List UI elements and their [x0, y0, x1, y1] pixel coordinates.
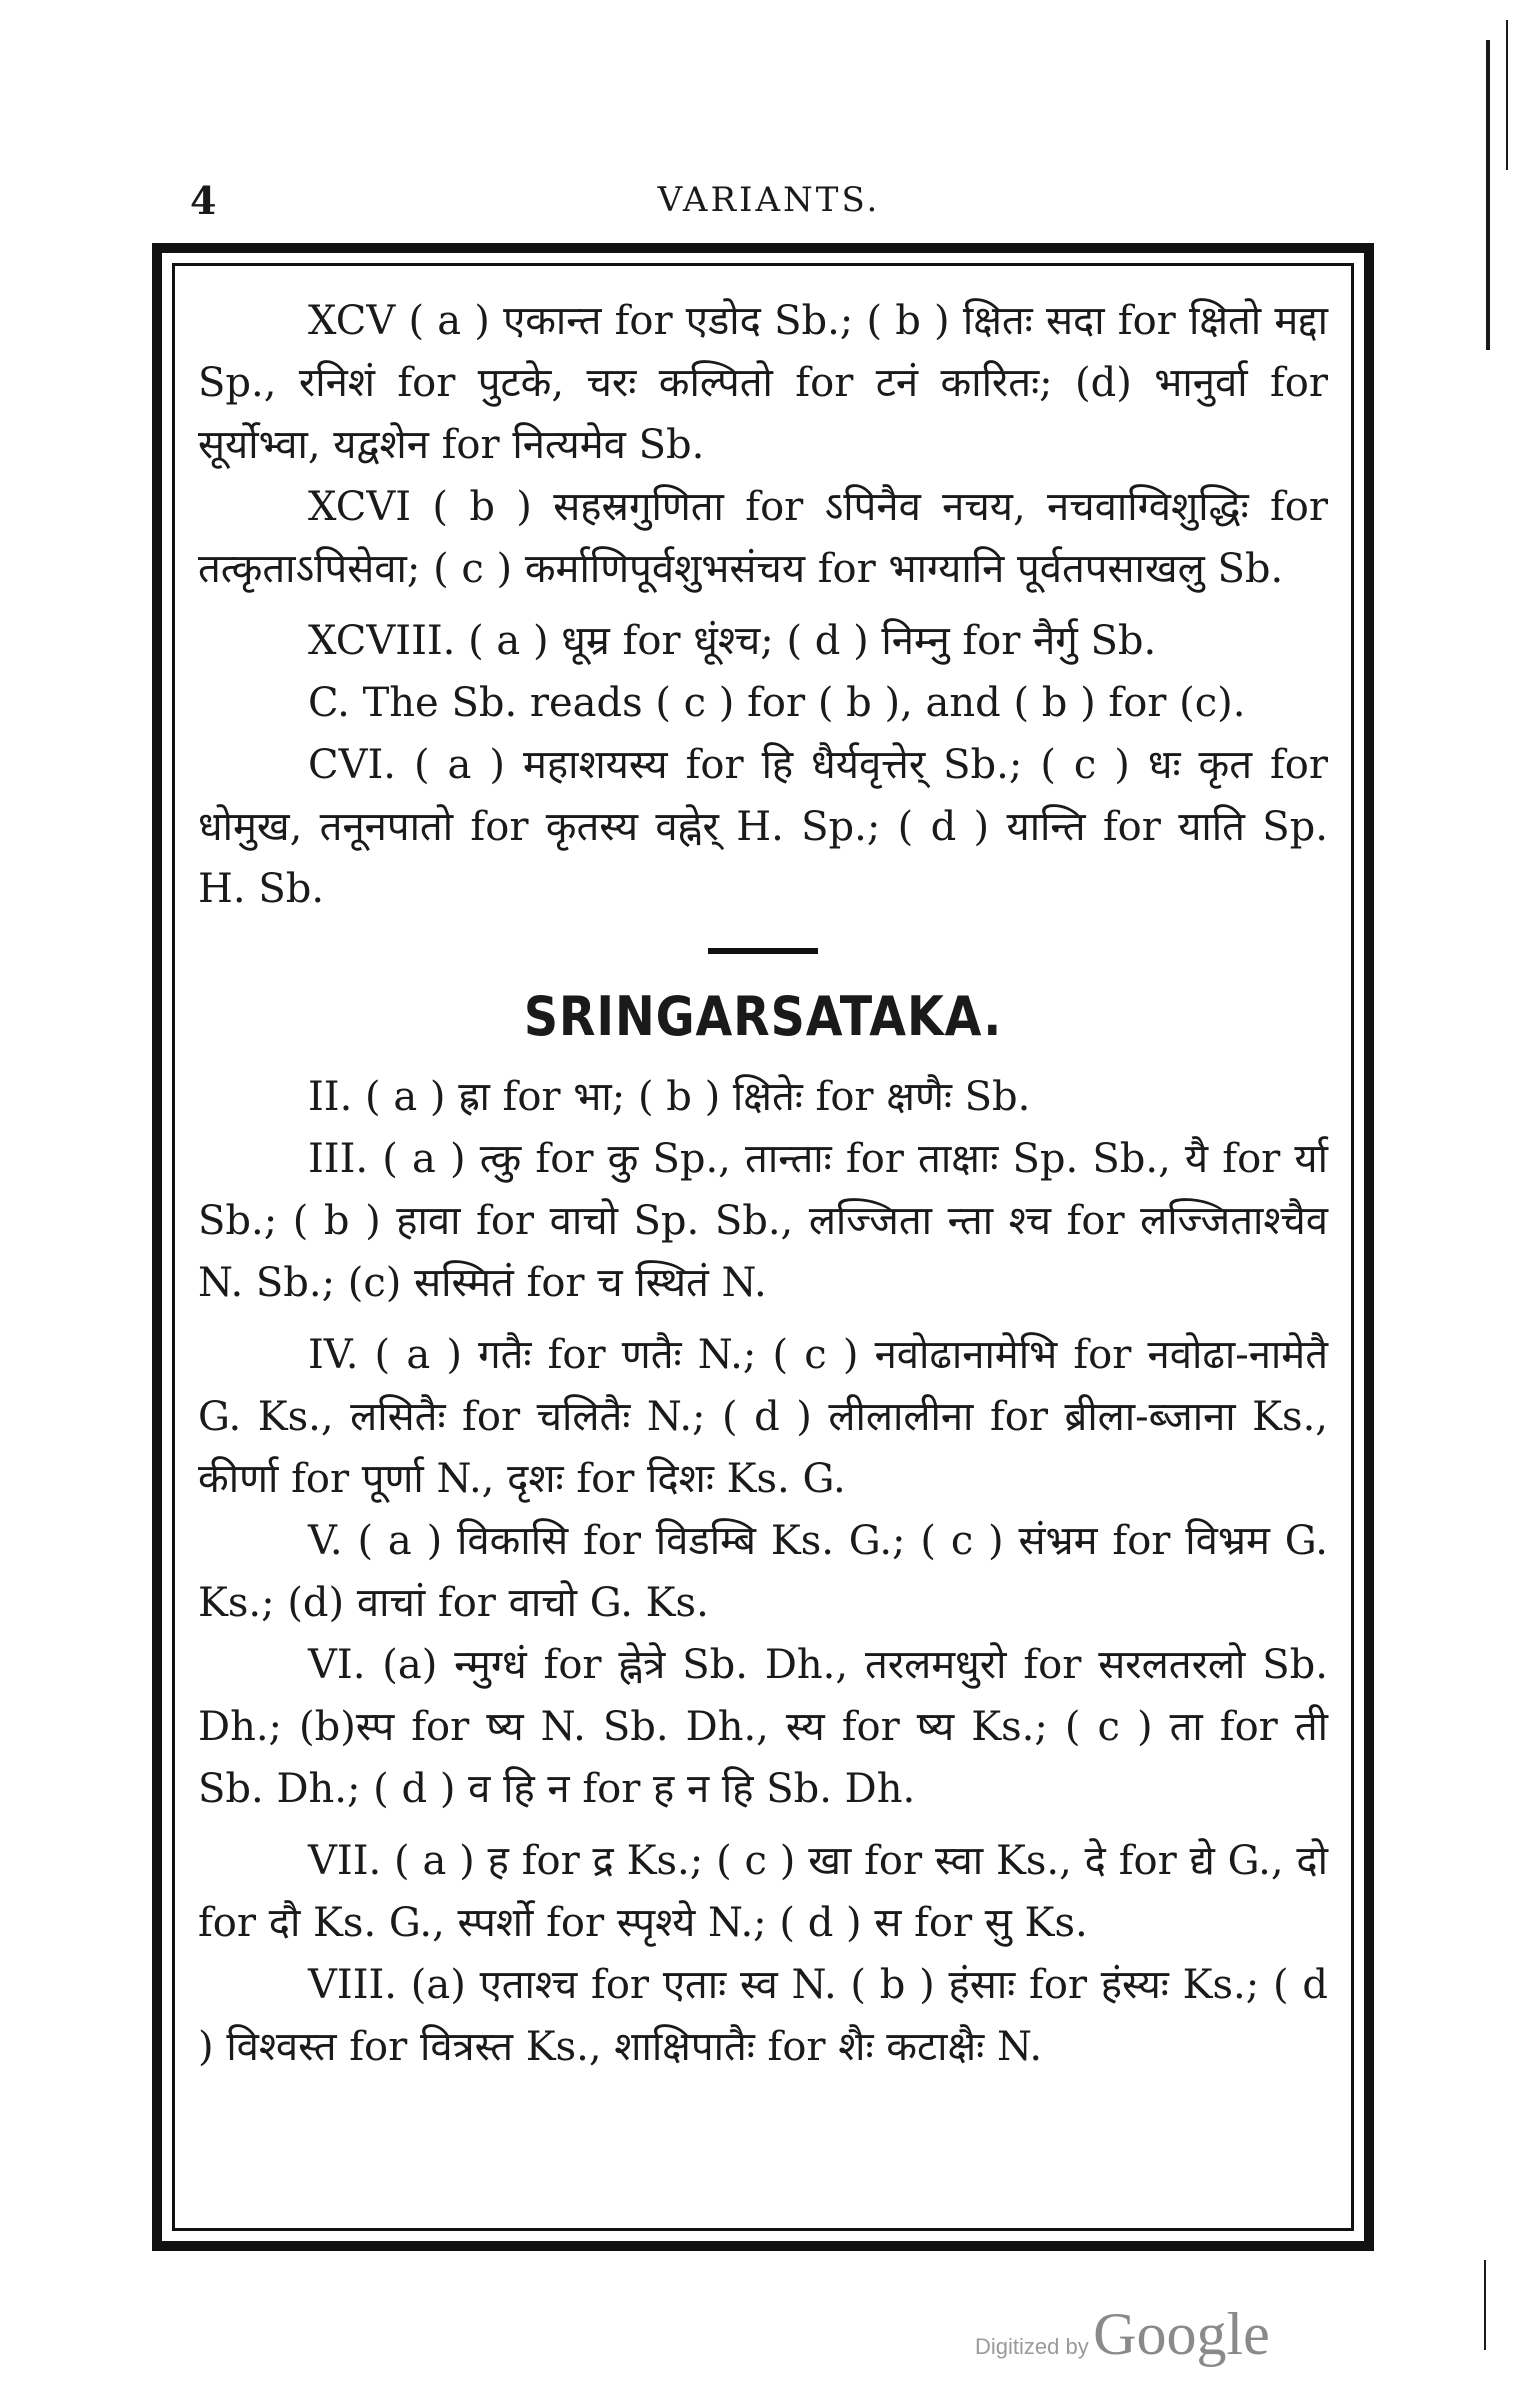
variant-entry: V. ( a ) विकासि for विडम्बि Ks. G.; ( c ) संभ्रम for विभ्रम G. Ks.; (d) वाचां for वाचो G. Ks. [198, 1518, 1328, 1626]
variant-entry: CVI. ( a ) महाशयस्य for हि धैर्यवृत्तेर् Sb.; ( c ) धः कृत for धोमुख, तनूनपातो for कृतस्य वह्नेर् H. Sp.; ( d ) यान्ति for याति Sp. H. Sb. [198, 742, 1328, 912]
variant-entry: XCVIII. ( a ) धूम्र for धूंश्च; ( d ) निम्नु for नैर्गु Sb. [308, 618, 1157, 664]
variant-entry: II. ( a ) ह्रा for भा; ( b ) क्षितेः for क्षणैः Sb. [308, 1074, 1031, 1120]
variant-entry: XCV ( a ) एकान्त for एडोद Sb.; ( b ) क्षितः सदा for क्षितो मद्दा Sp., रनिशं for पुटके, चरः कल्पितो for टनं कारितः; (d) भानुर्वा for सूर्योभ्वा, यद्वशेन for नित्यमेव Sb. [198, 298, 1328, 468]
variant-entry: VII. ( a ) ह for द्र Ks.; ( c ) खा for स्वा Ks., दे for द्ये G., दो for दौ Ks. G., स्पर्शो for स्पृश्ये N.; ( d ) स for सु Ks. [198, 1838, 1328, 1946]
variant-entry: III. ( a ) त्कु for कु Sp., तान्ताः for ताक्षाः Sp. Sb., यै for र्या Sb.; ( b ) हावा for वाचो Sp. Sb., लज्जिता न्ता श्च for लज्जिताश्चैव N. Sb.; (c) सस्मितं for च स्थितं N. [198, 1136, 1328, 1306]
variant-entry: IV. ( a ) गतैः for णतैः N.; ( c ) नवोढानामेभि for नवोढा-नामेतै G. Ks., लसितैः for चलितैः N.; ( d ) लीलालीना for ब्रीला-ब्जाना Ks., कीर्णा for पूर्णा N., दृशः for दिशः Ks. G. [198, 1332, 1328, 1502]
variant-entry: XCVI ( b ) सहस्रगुणिता for ऽपिनैव नचय, नचवाग्विशुद्धिः for तत्कृताऽपिसेवा; ( c ) कर्माणिपूर्वशुभसंचय for भाग्यानि पूर्वतपसाखलु Sb. [198, 484, 1328, 592]
page-edge-line [1484, 2260, 1486, 2350]
running-title: VARIANTS. [657, 180, 881, 220]
section-title: SRINGARSATAKA. [523, 985, 1003, 1048]
variant-entry: VIII. (a) एताश्च for एताः स्व N. ( b ) हंसाः for हंस्यः Ks.; ( d ) विश्वस्त for वित्रस्त Ks., शाक्षिपातैः for शैः कटाक्षैः N. [198, 1962, 1328, 2070]
page-content [198, 290, 1328, 2078]
variant-entry: C. The Sb. reads ( c ) for ( b ), and ( b ) for (c). [308, 680, 1246, 726]
watermark-prefix: Digitized by [975, 2334, 1089, 2359]
page-edge-line [1506, 20, 1508, 170]
section-divider [708, 948, 818, 954]
digitized-watermark [975, 2300, 1270, 2369]
page-number: 4 [190, 178, 217, 223]
watermark-brand: Google [1093, 2301, 1270, 2367]
variant-entry: VI. (a) न्मुग्धं for ह्नेत्रे Sb. Dh., तरलमधुरो for सरलतरलो Sb. Dh.; (b)स्प for ष्य N. Sb. Dh., स्य for ष्य Ks.; ( c ) ता for ती Sb. Dh.; ( d ) व हि न for ह न हि Sb. Dh. [198, 1642, 1328, 1812]
